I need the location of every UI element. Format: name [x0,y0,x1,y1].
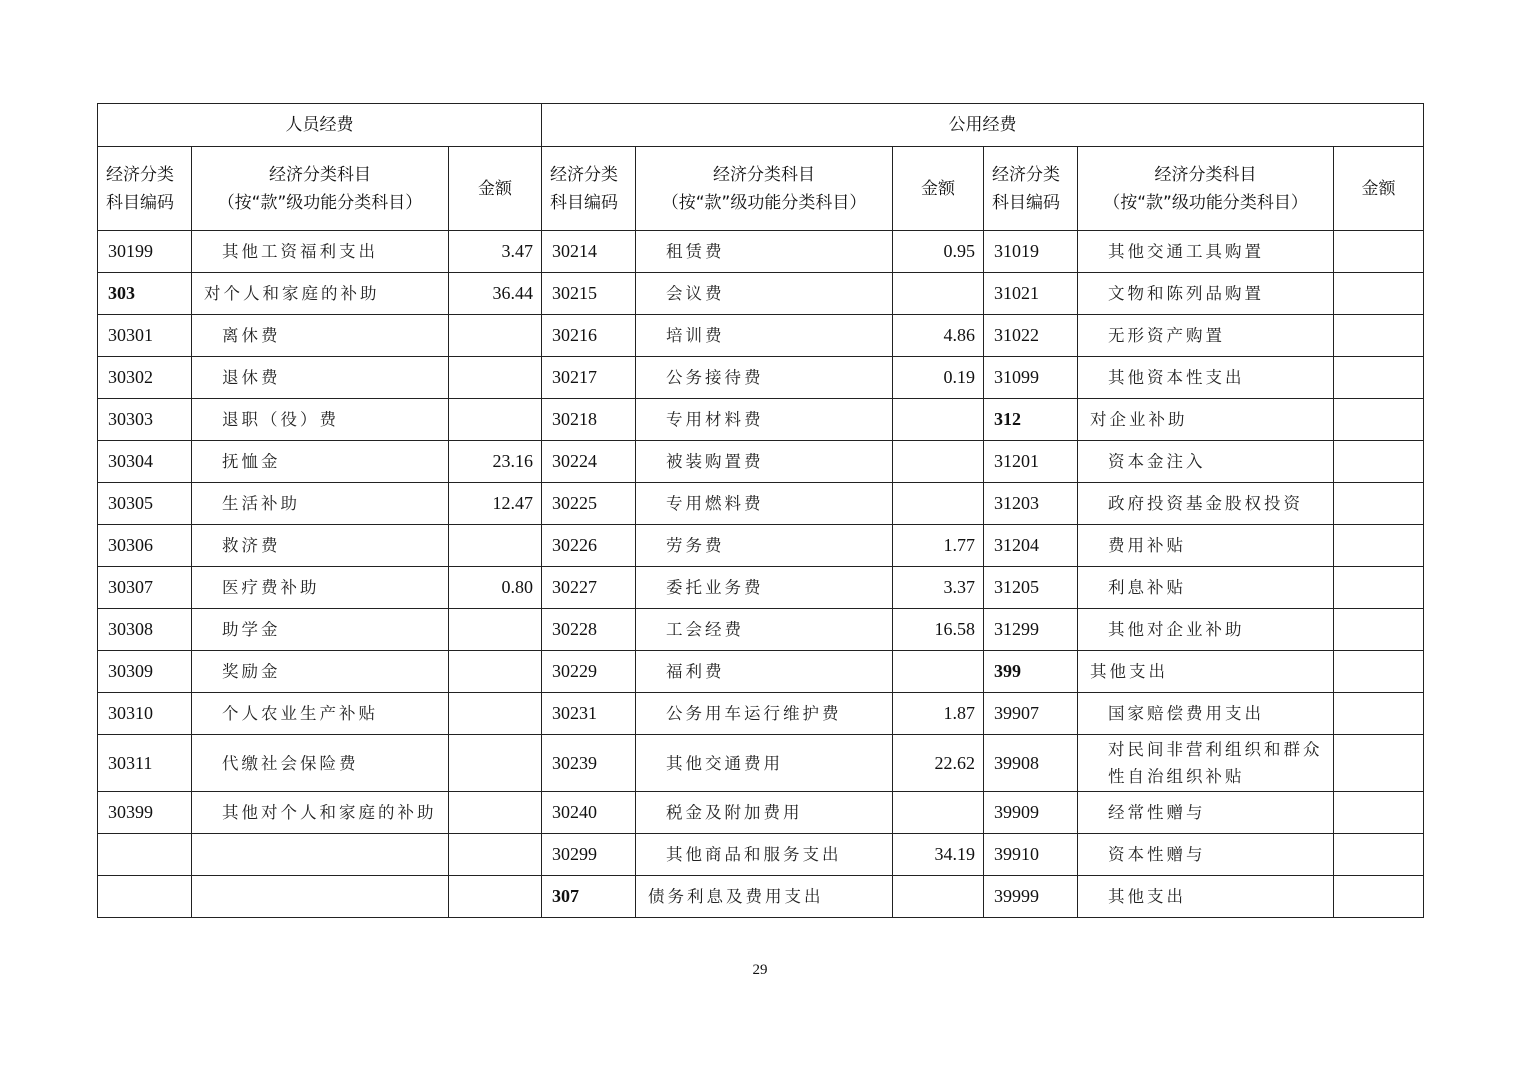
cell-name: 无形资产购置 [1078,315,1334,357]
cell-code: 30215 [542,273,636,315]
table-row [98,735,1424,792]
cell-code: 31099 [984,357,1078,399]
cell-name: 其他资本性支出 [1078,357,1334,399]
cell-name: 文物和陈列品购置 [1078,273,1334,315]
cell-amount [893,273,984,315]
header-code [984,147,1078,231]
cell-name: 离休费 [192,315,449,357]
cell-name: 对个人和家庭的补助 [192,273,449,315]
group-header-personnel: 人员经费 [98,104,542,147]
cell-code: 31021 [984,273,1078,315]
cell-amount [1334,231,1424,273]
cell-name: 委托业务费 [636,567,893,609]
cell-amount [893,441,984,483]
cell-code: 30218 [542,399,636,441]
header-name-line1: 经济分类科目 [713,164,816,185]
header-name [192,147,449,231]
cell-code: 30239 [542,735,636,792]
cell-amount [449,525,542,567]
cell-name: 福利费 [636,651,893,693]
table-row [98,693,1424,735]
cell-code: 30231 [542,693,636,735]
cell-amount [1334,651,1424,693]
cell-code: 30217 [542,357,636,399]
cell-code: 30228 [542,609,636,651]
cell-name: 公务用车运行维护费 [636,693,893,735]
cell-code: 31204 [984,525,1078,567]
cell-code: 39999 [984,876,1078,918]
cell-code: 30306 [98,525,192,567]
cell-name: 其他工资福利支出 [192,231,449,273]
cell-name: 其他支出 [1078,651,1334,693]
table-row [98,567,1424,609]
cell-amount [449,693,542,735]
column-header-row [98,147,1424,231]
cell-amount [449,792,542,834]
header-code-line1: 经济分类 [550,164,619,185]
cell-amount [449,735,542,792]
cell-code: 30224 [542,441,636,483]
table-row [98,441,1424,483]
cell-amount: 36.44 [449,273,542,315]
cell-amount [449,357,542,399]
cell-name [192,876,449,918]
cell-name: 工会经费 [636,609,893,651]
cell-amount [1334,735,1424,792]
cell-code: 31019 [984,231,1078,273]
cell-name: 劳务费 [636,525,893,567]
cell-code: 30307 [98,567,192,609]
cell-code: 30304 [98,441,192,483]
cell-name: 退职（役）费 [192,399,449,441]
cell-code: 30216 [542,315,636,357]
cell-amount: 34.19 [893,834,984,876]
cell-name: 抚恤金 [192,441,449,483]
cell-code: 39910 [984,834,1078,876]
header-name [636,147,893,231]
cell-name: 税金及附加费用 [636,792,893,834]
cell-code: 399 [984,651,1078,693]
cell-amount: 23.16 [449,441,542,483]
cell-code: 30311 [98,735,192,792]
cell-code: 30229 [542,651,636,693]
cell-amount: 22.62 [893,735,984,792]
cell-name: 会议费 [636,273,893,315]
cell-name: 对企业补助 [1078,399,1334,441]
group-header-public: 公用经费 [542,104,1424,147]
cell-amount [893,483,984,525]
header-name-line1: 经济分类科目 [1154,164,1257,185]
table-row [98,876,1424,918]
cell-amount: 4.86 [893,315,984,357]
cell-name: 被装购置费 [636,441,893,483]
cell-amount: 1.87 [893,693,984,735]
cell-code: 307 [542,876,636,918]
cell-code: 30299 [542,834,636,876]
cell-name: 医疗费补助 [192,567,449,609]
cell-name: 对民间非营利组织和群众性自治组织补贴 [1078,735,1334,792]
cell-code: 303 [98,273,192,315]
table-row [98,399,1424,441]
cell-name: 公务接待费 [636,357,893,399]
cell-amount [1334,273,1424,315]
cell-name: 其他交通费用 [636,735,893,792]
header-name-line2: （按“款”级功能分类科目） [217,192,423,213]
cell-name: 其他交通工具购置 [1078,231,1334,273]
cell-amount [449,834,542,876]
cell-code: 39908 [984,735,1078,792]
table-row [98,273,1424,315]
cell-name: 专用燃料费 [636,483,893,525]
cell-amount: 3.47 [449,231,542,273]
cell-amount [1334,483,1424,525]
header-amount: 金额 [449,147,542,231]
cell-amount: 1.77 [893,525,984,567]
cell-code: 30399 [98,792,192,834]
cell-amount [1334,609,1424,651]
cell-name: 其他对企业补助 [1078,609,1334,651]
cell-amount: 12.47 [449,483,542,525]
cell-amount [449,315,542,357]
header-code [98,147,192,231]
cell-name: 其他支出 [1078,876,1334,918]
cell-name: 经常性赠与 [1078,792,1334,834]
expenditure-table [97,103,1424,918]
table-row [98,525,1424,567]
cell-amount [893,876,984,918]
header-name-line2: （按“款”级功能分类科目） [1103,192,1308,213]
cell-amount [893,792,984,834]
cell-name: 政府投资基金股权投资 [1078,483,1334,525]
cell-code: 30303 [98,399,192,441]
cell-name: 救济费 [192,525,449,567]
table-row [98,834,1424,876]
group-header-row [98,104,1424,147]
cell-code: 31205 [984,567,1078,609]
cell-code: 30309 [98,651,192,693]
cell-name: 其他对个人和家庭的补助 [192,792,449,834]
cell-amount [1334,525,1424,567]
cell-name: 个人农业生产补贴 [192,693,449,735]
cell-amount [1334,693,1424,735]
cell-name: 奖励金 [192,651,449,693]
header-amount: 金额 [893,147,984,231]
header-code-line1: 经济分类 [992,164,1061,185]
cell-code: 31022 [984,315,1078,357]
header-code-line1: 经济分类 [106,164,174,185]
header-code [542,147,636,231]
cell-code: 30308 [98,609,192,651]
cell-code: 30302 [98,357,192,399]
cell-amount [1334,792,1424,834]
header-code-line2: 科目编码 [106,192,174,213]
cell-amount: 0.95 [893,231,984,273]
cell-name: 专用材料费 [636,399,893,441]
cell-amount [1334,357,1424,399]
cell-amount: 16.58 [893,609,984,651]
page-number: 29 [752,962,768,978]
table-row [98,357,1424,399]
cell-code [98,834,192,876]
cell-code: 39907 [984,693,1078,735]
cell-code: 30301 [98,315,192,357]
header-amount: 金额 [1334,147,1424,231]
cell-amount [893,399,984,441]
cell-code: 31299 [984,609,1078,651]
cell-name: 租赁费 [636,231,893,273]
cell-name: 生活补助 [192,483,449,525]
cell-name: 助学金 [192,609,449,651]
cell-code: 30226 [542,525,636,567]
cell-code: 30240 [542,792,636,834]
cell-amount [1334,834,1424,876]
table-row [98,315,1424,357]
cell-code: 30227 [542,567,636,609]
cell-amount: 3.37 [893,567,984,609]
cell-amount [1334,567,1424,609]
cell-code: 312 [984,399,1078,441]
cell-name: 其他商品和服务支出 [636,834,893,876]
cell-amount: 0.80 [449,567,542,609]
cell-code: 30199 [98,231,192,273]
cell-name: 代缴社会保险费 [192,735,449,792]
cell-code: 30214 [542,231,636,273]
cell-amount [893,651,984,693]
table-row [98,792,1424,834]
header-code-line2: 科目编码 [550,192,619,213]
cell-amount [449,609,542,651]
cell-name: 培训费 [636,315,893,357]
cell-amount [1334,441,1424,483]
cell-code: 31201 [984,441,1078,483]
header-code-line2: 科目编码 [992,192,1061,213]
table-row [98,231,1424,273]
cell-code: 30225 [542,483,636,525]
cell-name: 国家赔偿费用支出 [1078,693,1334,735]
cell-name: 资本金注入 [1078,441,1334,483]
cell-amount [1334,399,1424,441]
cell-code: 30310 [98,693,192,735]
cell-amount: 0.19 [893,357,984,399]
cell-name: 债务利息及费用支出 [636,876,893,918]
header-name-line2: （按“款”级功能分类科目） [661,192,867,213]
table-row [98,651,1424,693]
cell-code [98,876,192,918]
table-row [98,483,1424,525]
cell-name [192,834,449,876]
cell-name: 资本性赠与 [1078,834,1334,876]
header-name [1078,147,1334,231]
cell-code: 39909 [984,792,1078,834]
cell-name: 费用补贴 [1078,525,1334,567]
cell-amount [1334,315,1424,357]
cell-amount [449,399,542,441]
cell-name: 利息补贴 [1078,567,1334,609]
cell-amount [449,876,542,918]
header-name-line1: 经济分类科目 [269,164,371,185]
cell-amount [1334,876,1424,918]
cell-amount [449,651,542,693]
table-row [98,609,1424,651]
cell-code: 31203 [984,483,1078,525]
cell-name: 退休费 [192,357,449,399]
cell-code: 30305 [98,483,192,525]
